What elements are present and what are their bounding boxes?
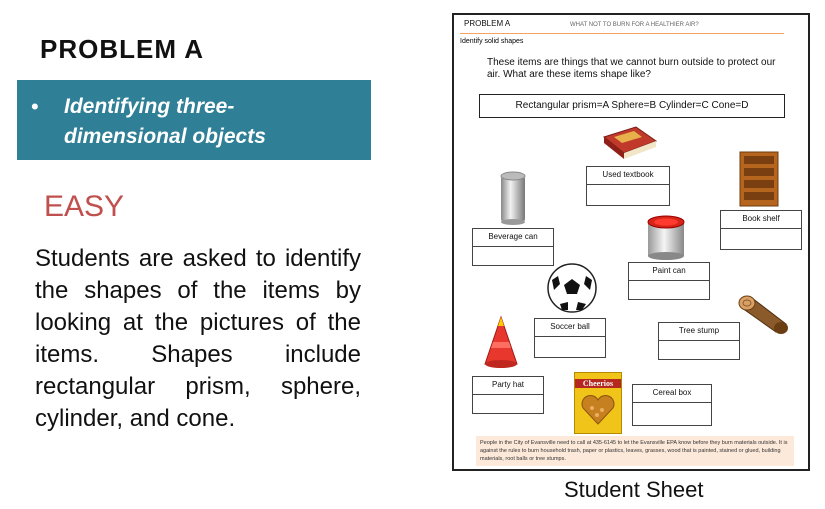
soccer-ball-image (546, 262, 598, 314)
cereal-box-label: Cereal box (633, 385, 711, 403)
bookshelf-image (738, 150, 780, 208)
bullet-icon: • (31, 94, 39, 119)
paint-can-label: Paint can (629, 263, 709, 281)
beverage-can-label: Beverage can (473, 229, 553, 247)
sheet-divider (460, 33, 784, 34)
textbook-image (600, 125, 658, 161)
soccer-ball-answer-box[interactable] (534, 318, 606, 358)
description-text: Students are asked to identify the shapes of the items by looking at the pictures of the items. Shapes include rectangular prism, sphere, cylinder, and cone. (35, 245, 361, 432)
bullet-text: Identifying three-dimensional objects (64, 95, 266, 148)
sheet-header: WHAT NOT TO BURN FOR A HEALTHIER AIR? (570, 22, 699, 28)
heart-bowl-icon (575, 388, 621, 428)
paint-can-answer-box[interactable] (628, 262, 710, 300)
bookshelf-answer-box[interactable] (720, 210, 802, 250)
party-hat-image (482, 314, 520, 370)
beverage-can-image (498, 170, 528, 226)
sheet-instruction: Identify solid shapes (460, 38, 524, 45)
party-hat-answer-box[interactable] (472, 376, 544, 414)
cereal-box-image (574, 372, 622, 434)
beverage-can-answer-box[interactable] (472, 228, 554, 266)
student-sheet-caption: Student Sheet (564, 477, 704, 502)
party-hat-label: Party hat (473, 377, 543, 395)
textbook-label: Used textbook (587, 167, 669, 185)
soccer-ball-label: Soccer ball (535, 319, 605, 337)
shape-legend: Rectangular prism=A Sphere=B Cylinder=C Cone=D (479, 94, 785, 118)
tree-stump-answer-box[interactable] (658, 322, 740, 360)
sheet-footer-note: People in the City of Evansville need to call at 435-6145 to let the Evansville EPA know before they burn materials outside. It is against the rules to burn household trash, paper or plastics, leaves, grasses, wood that is painted, stained or glued, building materials, root balls or tree stumps. (476, 436, 794, 466)
tree-stump-image (736, 294, 790, 340)
sheet-problem-label: PROBLEM A (464, 19, 511, 28)
slide-title: PROBLEM A (40, 34, 205, 64)
sheet-intro: These items are things that we cannot burn outside to protect our air. What are these items shape like? (487, 57, 776, 80)
cereal-brand: Cheerios (575, 379, 621, 388)
tree-stump-label: Tree stump (659, 323, 739, 341)
paint-can-image (644, 212, 688, 260)
textbook-answer-box[interactable] (586, 166, 670, 206)
bookshelf-label: Book shelf (721, 211, 801, 229)
cereal-box-answer-box[interactable] (632, 384, 712, 426)
difficulty-label: EASY (44, 190, 125, 223)
